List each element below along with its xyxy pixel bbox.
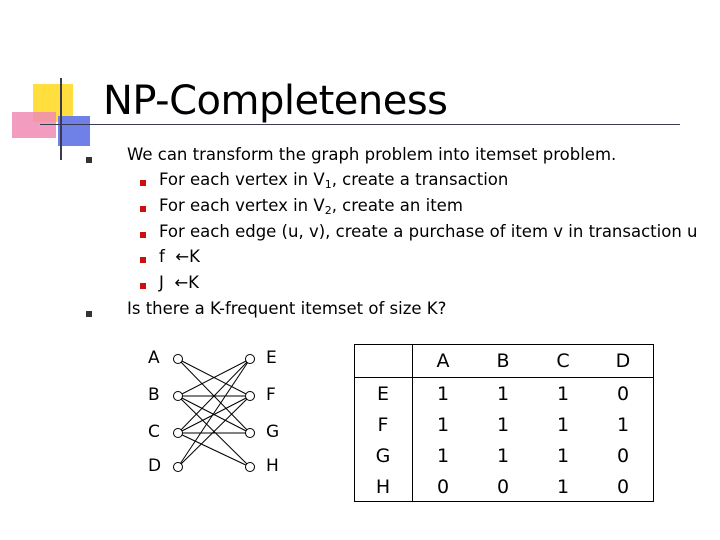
graph-node-label: H (266, 456, 279, 476)
matrix-row-header: E (354, 378, 413, 410)
bullet-text: We can transform the graph problem into itemset problem. (127, 145, 617, 164)
graph-node-label: F (266, 385, 276, 405)
slide-title: NP-Completeness (103, 78, 448, 124)
sub-bullet-text: For each vertex in $V_1$, create a transaction (159, 170, 509, 191)
graph-node (246, 463, 255, 472)
graph-node (174, 355, 183, 364)
matrix-cell: 1 (496, 444, 510, 467)
matrix-cell: 1 (556, 444, 570, 467)
graph-node (246, 355, 255, 364)
matrix-row-header: G (354, 440, 413, 471)
graph-edge (178, 359, 250, 467)
matrix-cell: 1 (496, 413, 510, 436)
matrix-cell: 1 (436, 382, 450, 405)
graph-node (246, 429, 255, 438)
sub-bullet-text: f ←K (159, 247, 200, 266)
matrix-row-header: F (354, 409, 413, 440)
graph-node (174, 392, 183, 401)
graph-node (174, 463, 183, 472)
matrix-cell: 1 (556, 475, 570, 498)
graph-node-label: C (148, 422, 160, 442)
sub-bullet-text: J ←K (159, 273, 200, 292)
matrix-cell: 1 (436, 413, 450, 436)
matrix-cell: 0 (616, 444, 630, 467)
graph-node (174, 429, 183, 438)
matrix-col-header: B (473, 344, 533, 378)
matrix-cell: 1 (496, 382, 510, 405)
matrix-corner (354, 344, 413, 378)
graph-node-label: G (266, 422, 280, 442)
bullet-text: Is there a K-frequent itemset of size K? (127, 299, 447, 318)
itemset-matrix (354, 344, 653, 502)
matrix-cell: 1 (556, 413, 570, 436)
matrix-col-header: D (593, 344, 653, 378)
graph-node (246, 392, 255, 401)
matrix-col-header: C (533, 344, 593, 378)
sub-bullet-text: For each vertex in $V_2$, create an item (159, 196, 463, 217)
matrix-cell: 0 (496, 475, 510, 498)
graph-node-label: B (148, 385, 160, 405)
sub-bullet-text: For each edge (u, v), create a purchase of item v in transaction u (159, 222, 698, 241)
matrix-cell: 1 (556, 382, 570, 405)
matrix-cell: 1 (436, 444, 450, 467)
matrix-row-header: H (354, 471, 413, 502)
graph-node-label: D (148, 456, 162, 476)
matrix-cell: 0 (616, 475, 630, 498)
matrix-col-header: A (413, 344, 474, 378)
graph-node-label: A (148, 348, 160, 368)
graph-node-label: E (266, 348, 277, 368)
matrix-cell: 1 (616, 413, 630, 436)
matrix-cell: 0 (616, 382, 630, 405)
matrix-cell: 0 (436, 475, 450, 498)
